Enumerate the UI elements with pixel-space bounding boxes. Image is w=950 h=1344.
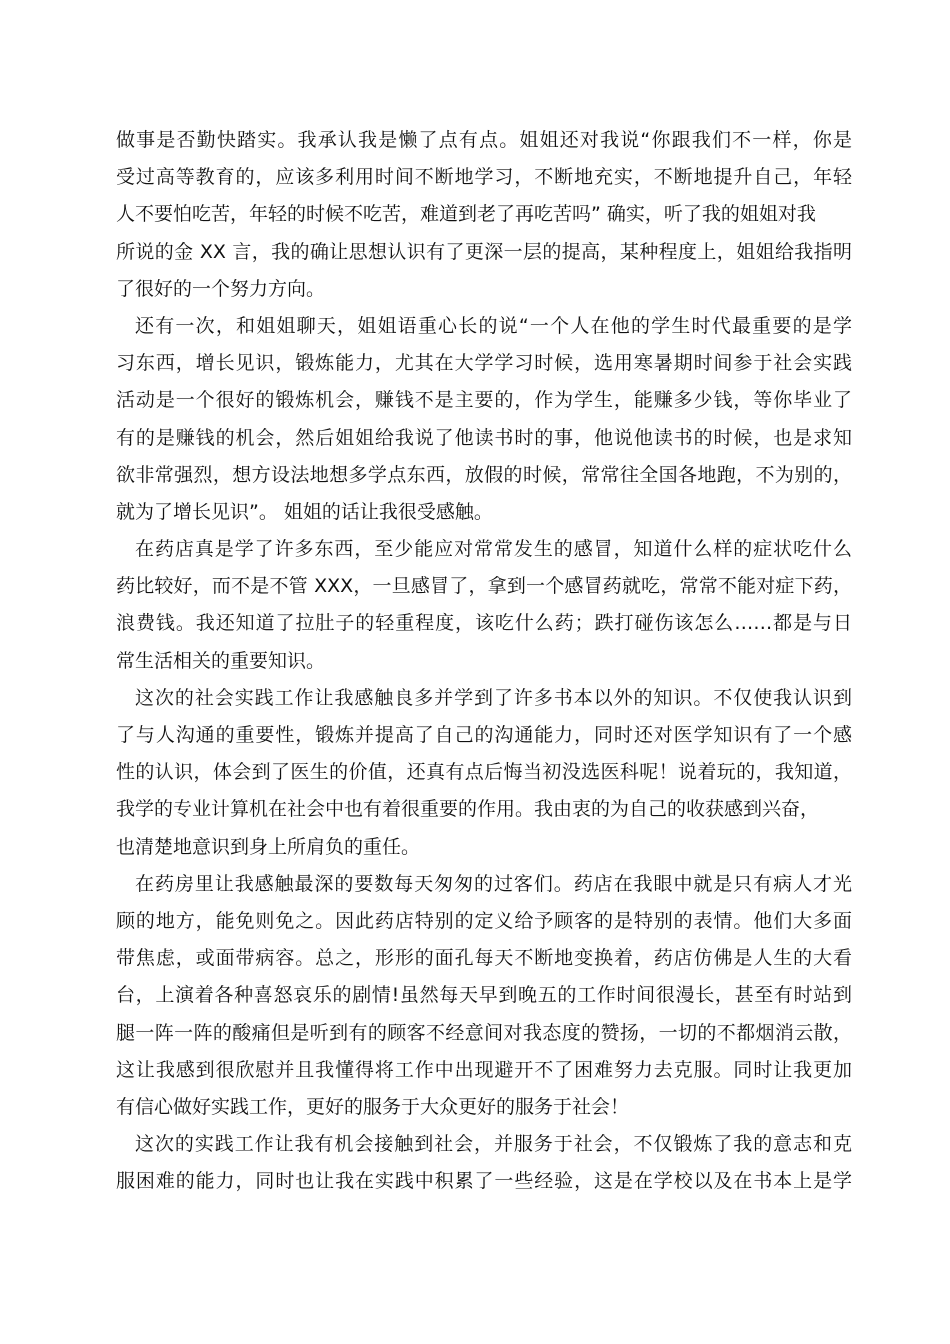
text-line: 了与人沟通的重要性，锻炼并提高了自己的沟通能力，同时还对医学知识有了一个感 bbox=[116, 724, 852, 746]
text-line: 带焦虑，或面带病容。总之，形形的面孔每天不断地变换着，药店仿佛是人生的大看 bbox=[116, 947, 852, 970]
text-line: 在药房里让我感触最深的要数每天匆匆的过客们。药店在我眼中就是只有病人才光 bbox=[135, 872, 852, 895]
text-line: 人不要怕吃苦，年轻的时候不吃苦，难道到老了再吃苦吗” 确实，听了我的姐姐对我 bbox=[116, 203, 816, 226]
text-line: 欲非常强烈，想方设法地想多学点东西，放假的时候，常常往全国各地跑，不为别的， bbox=[116, 463, 852, 486]
text-line: 浪费钱。我还知道了拉肚子的轻重程度，该吃什么药；跌打碰伤该怎么……都是与日 bbox=[116, 612, 852, 635]
text-line: 就为了增长见识”。 姐姐的话让我很受感触。 bbox=[116, 500, 493, 523]
text-line: 做事是否勤快踏实。我承认我是懒了点有点。姐姐还对我说“你跟我们不一样，你是 bbox=[116, 129, 852, 151]
text-line: 有的是赚钱的机会，然后姐姐给我说了他读书时的事，他说他读书的时候，也是求知 bbox=[116, 426, 852, 449]
text-line: 我学的专业计算机在社会中也有着很重要的作用。我由衷的为自己的收获感到兴奋， bbox=[116, 798, 820, 821]
text-line: 这让我感到很欣慰并且我懂得将工作中出现避开不了困难努力去克服。同时让我更加 bbox=[116, 1058, 852, 1081]
text-line: 也清楚地意识到身上所肩负的重任。 bbox=[116, 835, 421, 858]
document-body bbox=[116, 122, 852, 1200]
text-line: 了很好的一个努力方向。 bbox=[116, 277, 326, 300]
text-line: 顾的地方，能免则免之。因此药店特别的定义给予顾客的是特别的表情。他们大多面 bbox=[116, 909, 852, 932]
text-line: 活动是一个很好的锻炼机会，赚钱不是主要的，作为学生，能赚多少钱，等你毕业了 bbox=[116, 389, 852, 412]
text-line: 常生活相关的重要知识。 bbox=[116, 649, 326, 672]
text-line: 这次的社会实践工作让我感触良多并学到了许多书本以外的知识。不仅使我认识到 bbox=[135, 686, 852, 709]
text-line: 有信心做好实践工作，更好的服务于大众更好的服务于社会！ bbox=[116, 1095, 630, 1118]
text-line: 这次的实践工作让我有机会接触到社会，并服务于社会，不仅锻炼了我的意志和克 bbox=[135, 1133, 852, 1156]
text-line: 台，上演着各种喜怒哀乐的剧情!虽然每天早到晚五的工作时间很漫长，甚至有时站到 bbox=[116, 984, 852, 1007]
text-line: 腿一阵一阵的酸痛但是听到有的顾客不经意间对我态度的赞扬，一切的不都烟消云散， bbox=[116, 1021, 852, 1044]
text-line: 性的认识，体会到了医生的价值，还真有点后悔当初没选医科呢！说着玩的，我知道， bbox=[116, 761, 852, 784]
text-line: 在药店真是学了许多东西，至少能应对常常发生的感冒，知道什么样的症状吃什么 bbox=[135, 538, 852, 561]
text-line: 习东西，增长见识，锻炼能力，尤其在大学学习时候，选用寒暑期时间参于社会实践 bbox=[116, 352, 852, 375]
text-line: 受过高等教育的，应该多利用时间不断地学习，不断地充实，不断地提升自己，年轻 bbox=[116, 166, 852, 189]
text-line: 所说的金 XX 言，我的确让思想认识有了更深一层的提高，某种程度上，姐姐给我指明 bbox=[116, 240, 852, 263]
text-line: 还有一次，和姐姐聊天，姐姐语重心长的说“一个人在他的学生时代最重要的是学 bbox=[135, 314, 852, 337]
text-line: 药比较好，而不是不管 XXX，一旦感冒了，拿到一个感冒药就吃，常常不能对症下药， bbox=[116, 575, 852, 598]
text-line: 服困难的能力，同时也让我在实践中积累了一些经验，这是在学校以及在书本上是学 bbox=[116, 1170, 852, 1193]
